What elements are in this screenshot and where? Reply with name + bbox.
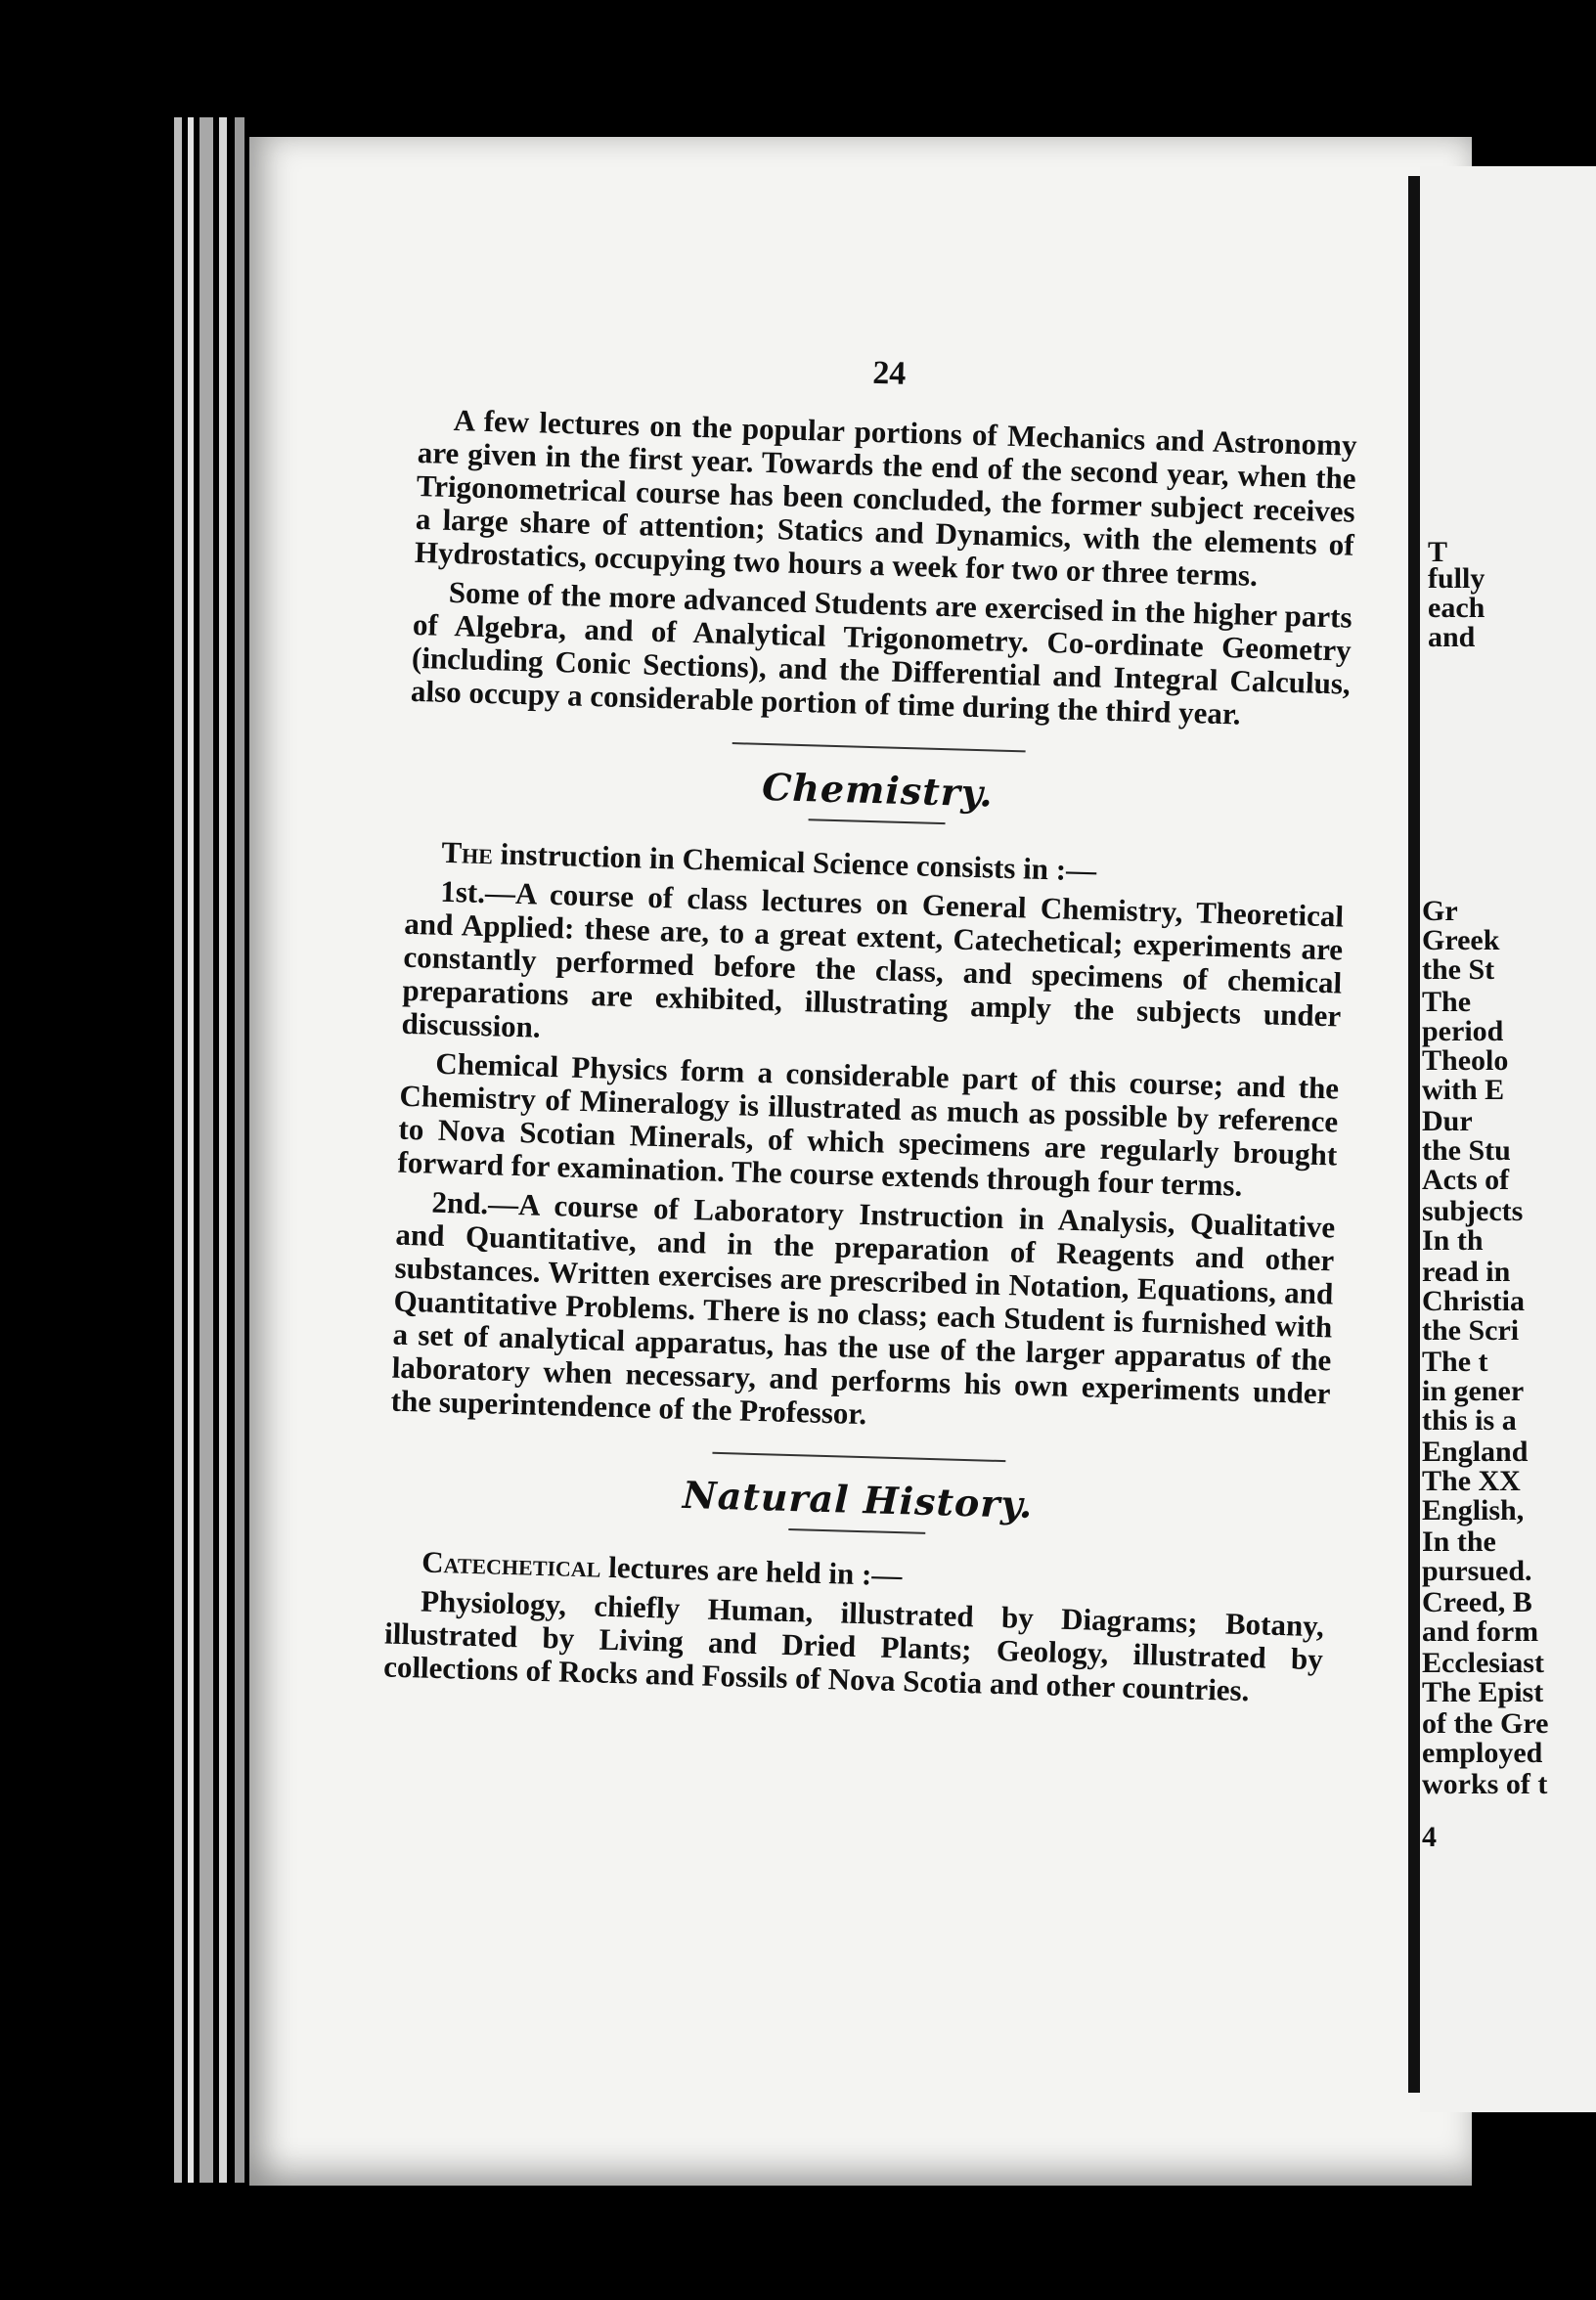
right-page-text-fragment: T xyxy=(1428,536,1448,568)
page-content xyxy=(383,344,1359,1715)
right-page-text-fragment: period xyxy=(1422,1015,1504,1047)
right-page-text-fragment: read in xyxy=(1422,1256,1511,1288)
chemistry-heading: Chemistry. xyxy=(761,764,995,816)
intro-paragraph-2: Some of the more advanced Students are exercised in the higher parts of Algebra, and of Analytical Trigonometry. Co-ordinate Geometry (including Conic Sections), and the Differential and Integral Calculus, also occupy a considerable portion of time during the third year. xyxy=(410,574,1353,731)
right-page-text-fragment: pursued. xyxy=(1422,1555,1532,1587)
chemistry-paragraph-3: 2nd.—A course of Laboratory Instruction in Analysis, Qualitative and Quantitative, and in the preparation of Reagents and other substances. Written exercises are prescribed in Notation, Equations, and Quantitative Problems. There is no class; each Student is furnished with a set of analytical apparatus, has the use of the larger apparatus of the laboratory when necessary, and performs his own experiments under the superintendence of the Professor. xyxy=(390,1184,1336,1432)
right-page-text-fragment: fully xyxy=(1428,562,1485,595)
section-divider xyxy=(712,1452,1005,1462)
right-page-text-fragment: works of t xyxy=(1422,1768,1548,1800)
section-divider xyxy=(732,742,1026,752)
right-page-text-fragment: 4 xyxy=(1422,1821,1437,1853)
book-edge xyxy=(200,117,213,2183)
heading-underline xyxy=(788,1528,925,1534)
right-page-text-fragment: Acts of xyxy=(1422,1164,1510,1196)
book-gutter xyxy=(1408,176,1420,2093)
right-page-text-fragment: the Stu xyxy=(1422,1134,1511,1167)
intro-paragraph-1: A few lectures on the popular portions of Mechanics and Astronomy are given in the first year. Towards the end of the second year, when the Trigonometrical course has been concluded, the former subject receives a large share of attention; Statics and Dynamics, with the elements of Hydrostatics, occupying two hours a week for two or three terms. xyxy=(414,402,1357,593)
chemistry-paragraph-2: Chemical Physics form a considerable part of this course; and the Chemistry of Mineralogy is illustrated as much as possible by reference to Nova Scotian Minerals, of which specimens are regularly brought forward for examination. The course extends through four terms. xyxy=(397,1045,1340,1203)
right-page-text-fragment: Theolo xyxy=(1422,1044,1509,1077)
right-page-text-fragment: The Epist xyxy=(1422,1676,1544,1708)
right-page-text-fragment: Creed, B xyxy=(1422,1586,1532,1618)
right-page-text-fragment: employed xyxy=(1422,1737,1543,1769)
right-page-text-fragment: Dur xyxy=(1422,1105,1473,1137)
chemistry-paragraph-1: 1st.—A course of class lectures on General Chemistry, Theoretical and Applied: these are, to a great extent, Catechetical; experiments are constantly performed before the class, and specimens of chemical preparations are exhibited, illustrating amply the subjects under discussion. xyxy=(401,873,1345,1044)
right-page-text-fragment: In th xyxy=(1422,1224,1484,1257)
right-page-text-fragment: The xyxy=(1422,986,1472,1018)
right-page-text-fragment: of the Gre xyxy=(1422,1707,1549,1740)
right-page-text-fragment: each xyxy=(1428,592,1485,624)
page-number: 24 xyxy=(871,354,907,392)
right-page-text-fragment: English, xyxy=(1422,1494,1525,1526)
right-page-text-fragment: The XX xyxy=(1422,1465,1521,1497)
natural-history-paragraph: Physiology, chiefly Human, illustrated by Diagrams; Botany, illustrated by Living and Dried Plants; Geology, illustrated by collections of Rocks and Fossils of Nova Scotia and other countries. xyxy=(382,1583,1325,1708)
right-page-text-fragment: The t xyxy=(1422,1346,1488,1378)
right-page-text-fragment: the Scri xyxy=(1422,1314,1520,1347)
right-page-text-fragment: and xyxy=(1428,621,1476,653)
right-page-text-fragment: in gener xyxy=(1422,1375,1525,1407)
right-page-text-fragment: In the xyxy=(1422,1526,1496,1558)
right-page-text-fragment: England xyxy=(1422,1436,1529,1468)
book-edge xyxy=(235,117,244,2183)
right-page-text-fragment: Gr xyxy=(1422,895,1458,927)
chemistry-lead-caps: The xyxy=(441,834,494,871)
heading-underline xyxy=(809,818,946,824)
natural-history-heading: Natural History. xyxy=(682,1472,1034,1526)
chemistry-lead-rest: instruction in Chemical Science consists in :— xyxy=(492,836,1097,888)
book-edge xyxy=(188,117,194,2183)
natural-history-lead-rest: lectures are held in :— xyxy=(600,1549,903,1593)
right-page-text-fragment: the St xyxy=(1422,953,1495,986)
book-edge xyxy=(174,117,182,2183)
right-page-text-fragment: Christia xyxy=(1422,1285,1525,1317)
right-page-text-fragment: Ecclesiast xyxy=(1422,1647,1544,1679)
right-page-fragment xyxy=(1420,166,1596,2112)
right-page-text-fragment: subjects xyxy=(1422,1195,1524,1227)
right-page-text-fragment: this is a xyxy=(1422,1404,1517,1437)
right-page-text-fragment: Greek xyxy=(1422,924,1500,956)
right-page-text-fragment: and form xyxy=(1422,1615,1539,1648)
natural-history-lead-caps: Catechetical xyxy=(421,1544,602,1584)
right-page-text-fragment: with E xyxy=(1422,1074,1505,1106)
book-edge xyxy=(219,117,227,2183)
